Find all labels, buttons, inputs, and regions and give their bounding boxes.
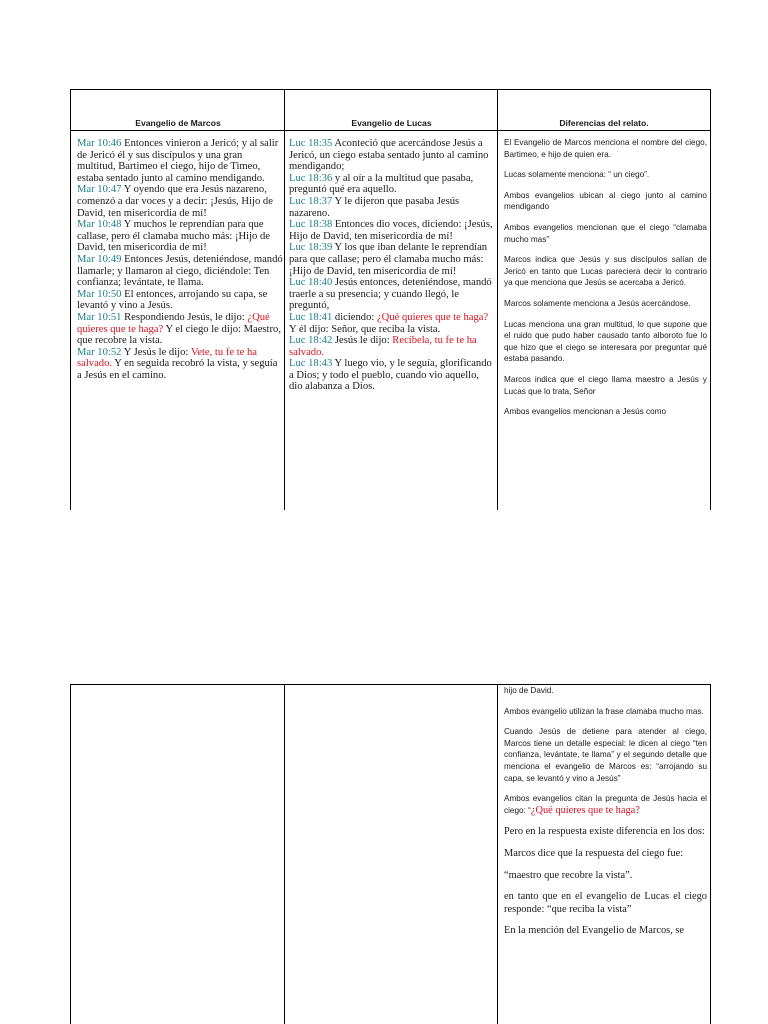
verse-ref: Mar 10:50 [77,288,122,300]
verse [289,277,494,312]
verse [77,219,283,254]
jesus-words: ¿Qué quieres que te haga? [77,311,270,335]
verse-ref: Luc 18:40 [289,277,333,289]
comparison-table-continued [70,684,711,1024]
note: Ambos evangelios ubican al ciego junto al camino mendigando [504,190,707,212]
verse-text: Aconteció que acercándose Jesús a Jericó, un ciego estaba sentado junto al camino mendigando; [289,138,489,173]
lucas-verses [289,138,494,393]
verse [289,312,494,335]
header-marcos: Evangelio de Marcos [135,118,221,128]
note: Ambos evangelios mencionan que el ciego “clamaba mucho mas” [504,222,707,244]
verse-text: Y luego vio, y le seguía, glorificando a Dios; y todo el pueblo, cuando vio aquello, dio alabanza a Dios. [289,358,492,393]
verse-text: Respondiendo Jesús, le dijo: [124,311,245,323]
note: hijo de David. [504,686,554,695]
verse-ref: Luc 18:35 [289,138,333,149]
verse-text: y al oír a la multitud que pasaba, preguntó qué era aquello. [289,172,474,196]
header-diferencias: Diferencias del relato. [559,118,649,128]
verse-ref: Luc 18:38 [289,219,333,231]
header-lucas: Evangelio de Lucas [351,118,432,128]
verse-text: Y Jesús le dijo: [123,346,189,358]
verse-ref: Mar 10:46 [77,138,122,149]
note: Ambos evangelio utilizan la frase clamaba mucho mas. [504,706,704,716]
verse-text: Y los que iban delante le reprendían para que callase; pero él clamaba mucho más: ¡Hijo de David, ten misericordia de mí! [289,242,488,277]
verse-text: Y le dijeron que pasaba Jesús nazareno. [289,195,460,219]
note: Cuando Jesús de detiene para atender al ciego, Marcos tiene un detalle especial: le dicen al ciego “ten confianza, levántate, te llama” y el segundo detalle que menciona el evangelio de Marcos es: “arrojando su capa, se levantó y vino a Jesús” [504,727,707,783]
verse [289,358,494,393]
verse-ref: Mar 10:47 [77,184,122,196]
jesus-question: ¿Qué quieres que te haga? [530,804,640,816]
note-text: Ambos evangelios citan la pregunta de Jesús hacia el ciego: “ [504,794,707,815]
note: Pero en la respuesta existe diferencia en los dos: [504,826,705,838]
header-row [71,90,710,131]
verse [77,289,283,312]
verse-ref: Mar 10:49 [77,253,122,265]
note: El Evangelio de Marcos menciona el nombre del ciego, Bartimeo, e hijo de quien era. [504,138,707,159]
verse-text: Y en seguida recobró la vista, y seguía a Jesús en el camino. [77,358,278,381]
jesus-words: ¿Qué quieres que te haga? [376,311,489,323]
verse [289,196,494,219]
verse [289,335,494,358]
diferencias-notes-continued [504,685,707,947]
note: Marcos dice que la respuesta del ciego fue: [504,847,684,859]
note: en tanto que en el evangelio de Lucas el ciego responde: “que reciba la vista” [504,891,707,915]
note: Marcos indica que el ciego llama maestro a Jesús y Lucas que lo trata, Señor [504,374,707,396]
verse-text: Jesús entonces, deteniéndose, mandó traerle a su presencia; y cuando llegó, le preguntó, [289,277,492,312]
verse-text: Y el ciego le dijo: Maestro, que recobre la vista. [77,323,281,347]
verse-ref: Luc 18:41 [289,311,333,323]
verse [77,138,283,184]
verse-text: Entonces Jesús, deteniéndose, mandó llamarle; y llamaron al ciego, diciéndole: Ten confianza; levántate, te llama. [77,253,283,289]
comparison-table-top [70,89,711,510]
verse [77,312,283,347]
verse [77,347,283,382]
verse-text: Y oyendo que era Jesús nazareno, comenzó a dar voces y a decir: ¡Jesús, Hijo de David, ten misericordia de mí! [77,184,273,219]
diferencias-notes [504,137,707,427]
note: Lucas solamente menciona: “ un ciego”. [504,170,650,180]
verse [289,173,494,196]
verse [77,254,283,289]
note: Marcos solamente menciona a Jesús acercándose. [504,298,691,308]
verse [77,184,283,219]
note [504,793,707,817]
note: En la mención del Evangelio de Marcos, se [504,925,685,937]
verse [289,138,494,173]
verse-ref: Mar 10:48 [77,219,122,231]
verse-text: Entonces vinieron a Jericó; y al salir de Jericó él y sus discípulos y una gran multitud, Bartimeo el ciego, hijo de Timeo, estaba sentado junto al camino mendigando. [77,138,279,184]
verse-ref: Mar 10:51 [77,311,122,323]
note: Marcos indica que Jesús y sus discípulos salían de Jericó en tanto que Lucas pareciera decir lo contrario ya que menciona que Jesús se acercaba a Jericó. [504,255,707,288]
verse-ref: Luc 18:36 [289,172,333,184]
verse-ref: Luc 18:43 [289,358,333,370]
column-lucas [285,685,498,1024]
verse-text: Y él dijo: Señor, que reciba la vista. [289,323,441,335]
verse-ref: Mar 10:52 [77,346,122,358]
column-marcos [71,685,285,1024]
verse-text: Y muchos le reprendían para que callase, pero él clamaba mucho más: ¡Hijo de David, ten misericordia de mí! [77,219,270,254]
verse-ref: Luc 18:37 [289,195,333,207]
note: Lucas menciona una gran multitud, lo que supone que el ruido que pudo haber causado tanto alboroto fue lo que hizo que el ciego se interesara por preguntar qué estaba pasando. [504,319,707,364]
jesus-words: Recíbela, tu fe te ha salvado. [289,335,477,358]
verse-text: Entonces dio voces, diciendo: ¡Jesús, Hijo de David, ten misericordia de mí! [289,219,493,242]
verse-text: diciendo: [334,311,375,323]
verse [289,242,494,277]
verse-text: Jesús le dijo: [334,335,390,347]
verse-ref: Luc 18:42 [289,335,333,347]
verse-ref: Luc 18:39 [289,242,333,254]
jesus-words: Vete, tu fe te ha salvado. [77,346,257,370]
verse [289,219,494,242]
marcos-verses [77,138,283,381]
note: “maestro que recobre la vista”. [504,869,633,881]
verse-text: El entonces, arrojando su capa, se levantó y vino a Jesús. [77,288,268,312]
note: Ambos evangelios mencionan a Jesús como [504,407,667,417]
